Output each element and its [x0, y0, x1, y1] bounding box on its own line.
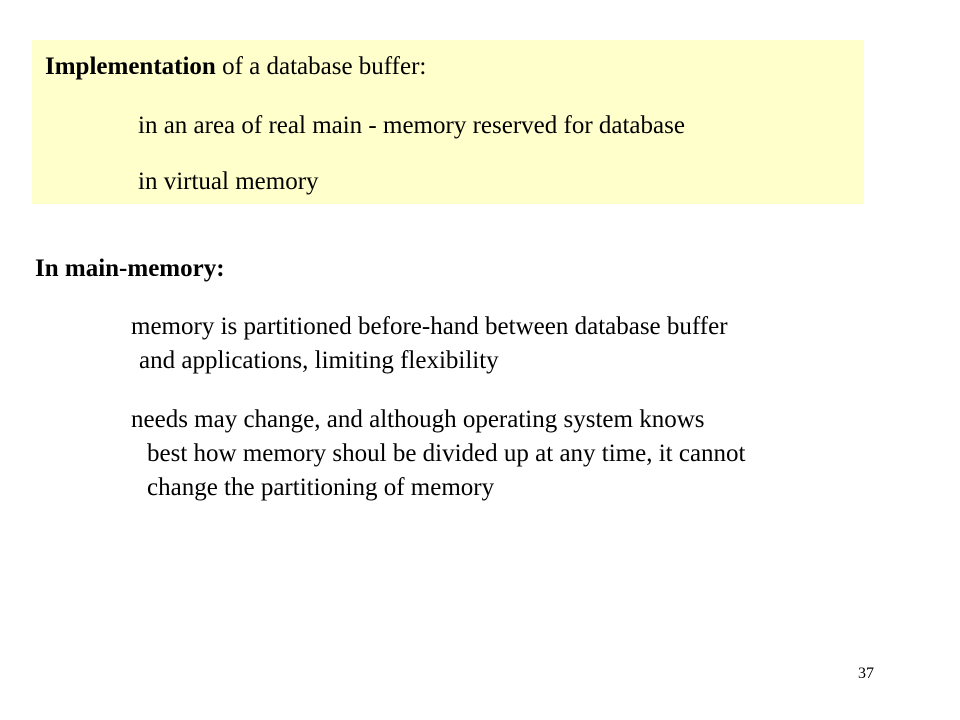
paragraph-line: best how memory shoul be divided up at any time, it cannot	[147, 440, 746, 467]
page-number: 37	[858, 665, 874, 682]
box-item-real-memory: in an area of real main - memory reserved for database	[138, 112, 685, 139]
box-heading	[45, 52, 426, 82]
paragraph-partitioning	[131, 310, 728, 378]
box-item-virtual-memory: in virtual memory	[138, 168, 319, 195]
box-heading-bold: Implementation	[45, 53, 216, 80]
box-heading-rest: of a database buffer:	[215, 53, 427, 80]
highlight-box	[32, 40, 864, 204]
paragraph-line: needs may change, and although operating system knows	[131, 406, 705, 433]
section-heading: In main-memory:	[35, 255, 225, 282]
paragraph-line: and applications, limiting flexibility	[139, 347, 499, 374]
paragraph-needs-change	[131, 403, 746, 505]
paragraph-line: memory is partitioned before-hand between database buffer	[131, 313, 728, 340]
paragraph-line: change the partitioning of memory	[147, 474, 495, 501]
